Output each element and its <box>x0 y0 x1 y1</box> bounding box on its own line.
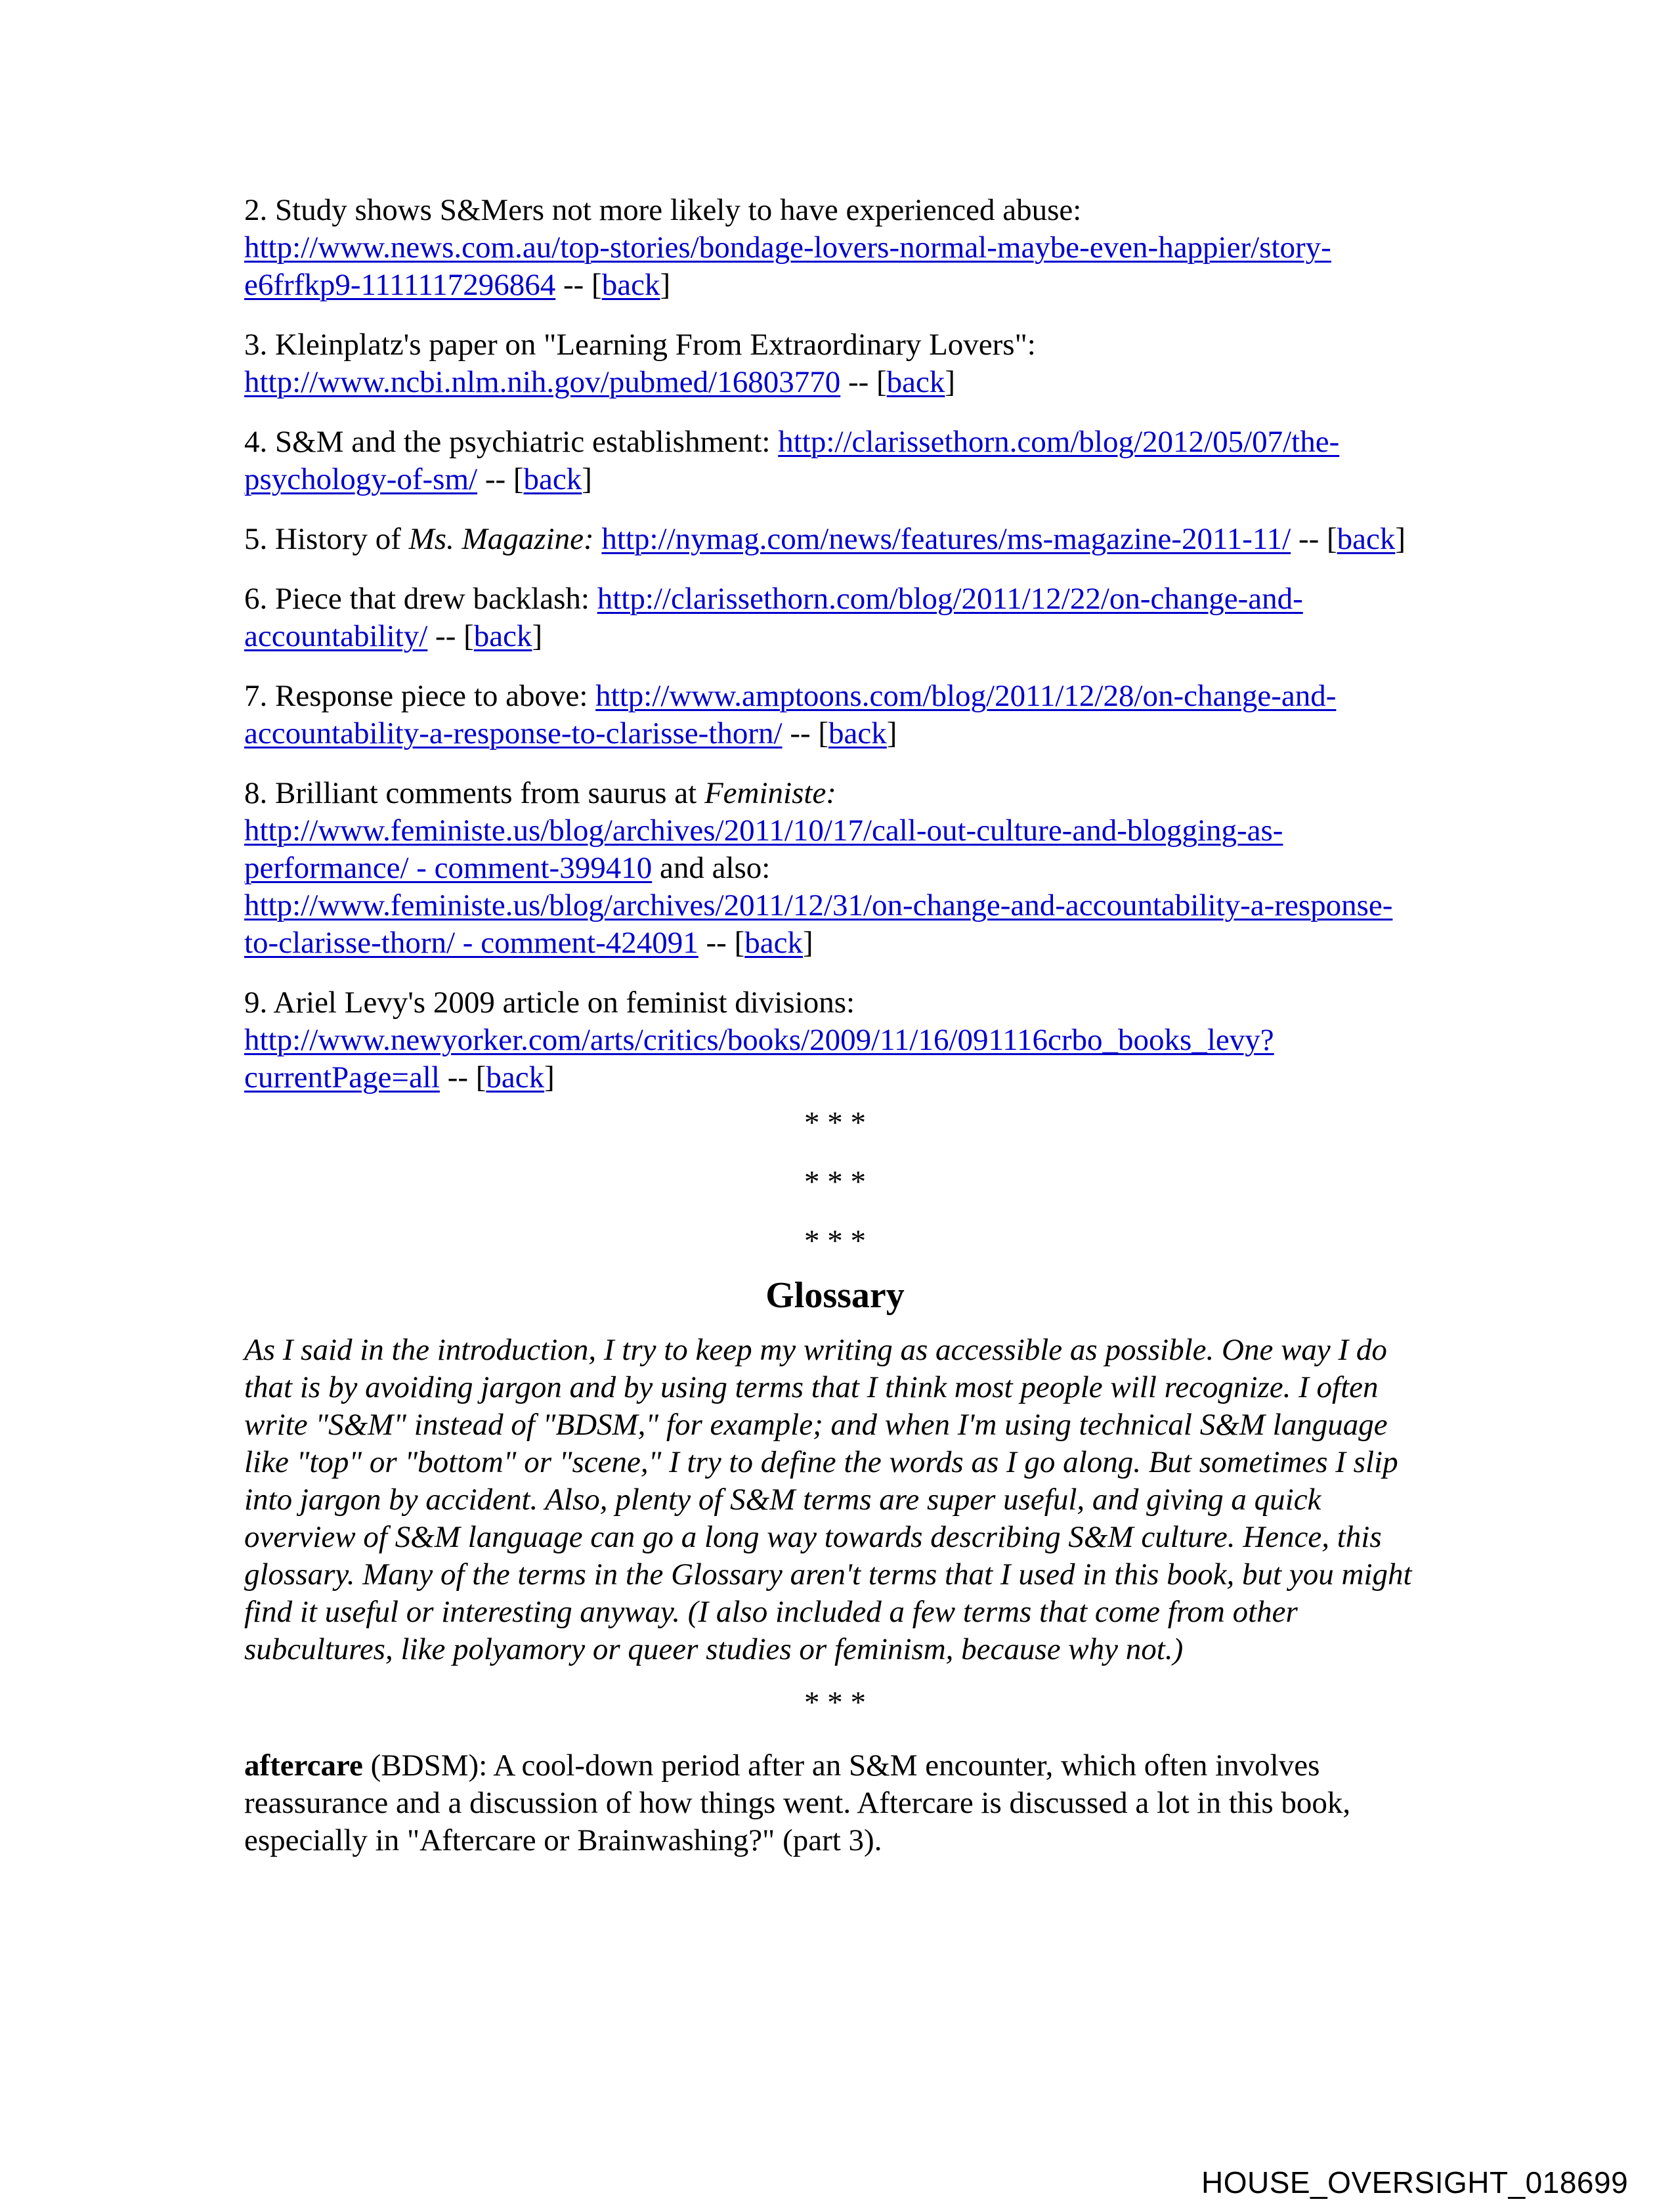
publication-title: Ms. Magazine: <box>408 522 594 556</box>
bracket-close: ] <box>1395 522 1406 556</box>
note-link[interactable]: http://www.newyorker.com/arts/critics/books/2009/11/16/091116crbo_books_levy?currentPage=all <box>244 1023 1274 1095</box>
publication-title: Feministe: <box>704 776 836 810</box>
note-link[interactable]: http://www.ncbi.nlm.nih.gov/pubmed/16803770 <box>244 365 841 399</box>
note-separator: -- [ <box>477 462 524 496</box>
back-link[interactable]: back <box>828 716 887 750</box>
endnote-4 <box>244 423 1426 498</box>
bracket-close: ] <box>582 462 592 496</box>
note-separator: -- [ <box>1291 522 1337 556</box>
note-link[interactable]: http://www.amptoons.com/blog/2011/12/28/on-change-and-accountability-a-response-to-clarisse-thorn/ <box>244 679 1337 750</box>
bracket-close: ] <box>886 716 897 750</box>
endnote-5 <box>244 521 1426 558</box>
endnote-9 <box>244 984 1426 1096</box>
note-separator: -- [ <box>439 1060 486 1095</box>
note-text: Ariel Levy's 2009 article on feminist divisions: <box>273 986 855 1020</box>
section-divider: * * * <box>804 1106 866 1140</box>
note-number: 9. <box>244 986 268 1020</box>
endnote-6 <box>244 580 1426 655</box>
note-number: 2. <box>244 193 268 227</box>
endnote-7 <box>244 678 1426 752</box>
back-link[interactable]: back <box>744 926 803 960</box>
endnote-8 <box>244 775 1426 962</box>
note-text: Response piece to above: <box>275 679 588 713</box>
back-link[interactable]: back <box>523 462 582 496</box>
endnote-3 <box>244 326 1426 401</box>
glossary-divider: * * * <box>804 1685 866 1720</box>
note-link-2[interactable]: http://www.feministe.us/blog/archives/2011/12/31/on-change-and-accountability-a-response-to-clarisse-thorn/ - comment-424091 <box>244 888 1393 960</box>
glossary-entry-aftercare <box>244 1747 1426 1859</box>
note-link[interactable]: http://www.feministe.us/blog/archives/2011/10/17/call-out-culture-and-blogging-as-performance/ - comment-399410 <box>244 813 1283 885</box>
note-link[interactable]: http://nymag.com/news/features/ms-magazine-2011-11/ <box>601 522 1291 556</box>
note-separator: -- [ <box>555 268 602 302</box>
note-text: S&M and the psychiatric establishment: <box>275 425 771 459</box>
note-number: 7. <box>244 679 268 713</box>
back-link[interactable]: back <box>473 619 532 653</box>
note-number: 6. <box>244 582 268 616</box>
bracket-close: ] <box>945 365 956 399</box>
note-number: 8. <box>244 776 268 810</box>
back-link[interactable]: back <box>1337 522 1396 556</box>
glossary-intro: As I said in the introduction, I try to keep my writing as accessible as possible. One way I do that is by avoiding jargon and by using terms that I think most people will recognize. I often write "S&M" instead of "BDSM," for example; and when I'm using technical S&M language like "top" or "bottom" or "scene," I try to define the words as I go along. But sometimes I slip into jargon by accident. Also, plenty of S&M terms are super useful, and giving a quick overview of S&M language can go a long way towards describing S&M culture. Hence, this glossary. Many of the terms in the Glossary aren't terms that I used in this book, but you might find it useful or interesting anyway. (I also included a few terms that come from other subcultures, like polyamory or queer studies or feminism, because why not.) <box>244 1333 1412 1666</box>
note-number: 3. <box>244 328 268 362</box>
note-number: 4. <box>244 425 268 459</box>
bracket-close: ] <box>660 268 671 302</box>
back-link[interactable]: back <box>886 365 945 399</box>
glossary-term: aftercare <box>244 1748 363 1783</box>
glossary-heading: Glossary <box>765 1275 905 1316</box>
bates-number: HOUSE_OVERSIGHT_018699 <box>1201 2165 1629 2200</box>
note-text: Brilliant comments from saurus at <box>275 776 697 810</box>
note-separator: -- [ <box>782 716 829 750</box>
bracket-close: ] <box>802 926 813 960</box>
note-separator: -- [ <box>427 619 474 653</box>
note-number: 5. <box>244 522 268 556</box>
section-divider: * * * <box>804 1224 866 1258</box>
glossary-definition: (BDSM): A cool-down period after an S&M encounter, which often involves reassurance and a discussion of how things went. Aftercare is discussed a lot in this book, especially in "Aftercare or Brainwashing?" (part 3). <box>244 1748 1351 1857</box>
note-middle-text: and also: <box>652 851 771 885</box>
note-separator: -- [ <box>840 365 887 399</box>
note-text: History of <box>275 522 401 556</box>
note-text: Kleinplatz's paper on "Learning From Extraordinary Lovers": <box>275 328 1036 362</box>
note-link[interactable]: http://clarissethorn.com/blog/2011/12/22/on-change-and-accountability/ <box>244 582 1303 653</box>
bracket-close: ] <box>544 1060 555 1095</box>
note-link[interactable]: http://www.news.com.au/top-stories/bondage-lovers-normal-maybe-even-happier/story-e6frfkp9-1111117296864 <box>244 230 1331 302</box>
note-link[interactable]: http://clarissethorn.com/blog/2012/05/07/the-psychology-of-sm/ <box>244 425 1340 496</box>
note-separator: -- [ <box>698 926 745 960</box>
back-link[interactable]: back <box>486 1060 545 1095</box>
note-text: Piece that drew backlash: <box>275 582 590 616</box>
back-link[interactable]: back <box>601 268 660 302</box>
document-page <box>244 192 1426 1859</box>
section-divider: * * * <box>804 1165 866 1199</box>
endnote-2 <box>244 192 1426 304</box>
bracket-close: ] <box>532 619 543 653</box>
note-text: Study shows S&Mers not more likely to have experienced abuse: <box>275 193 1082 227</box>
